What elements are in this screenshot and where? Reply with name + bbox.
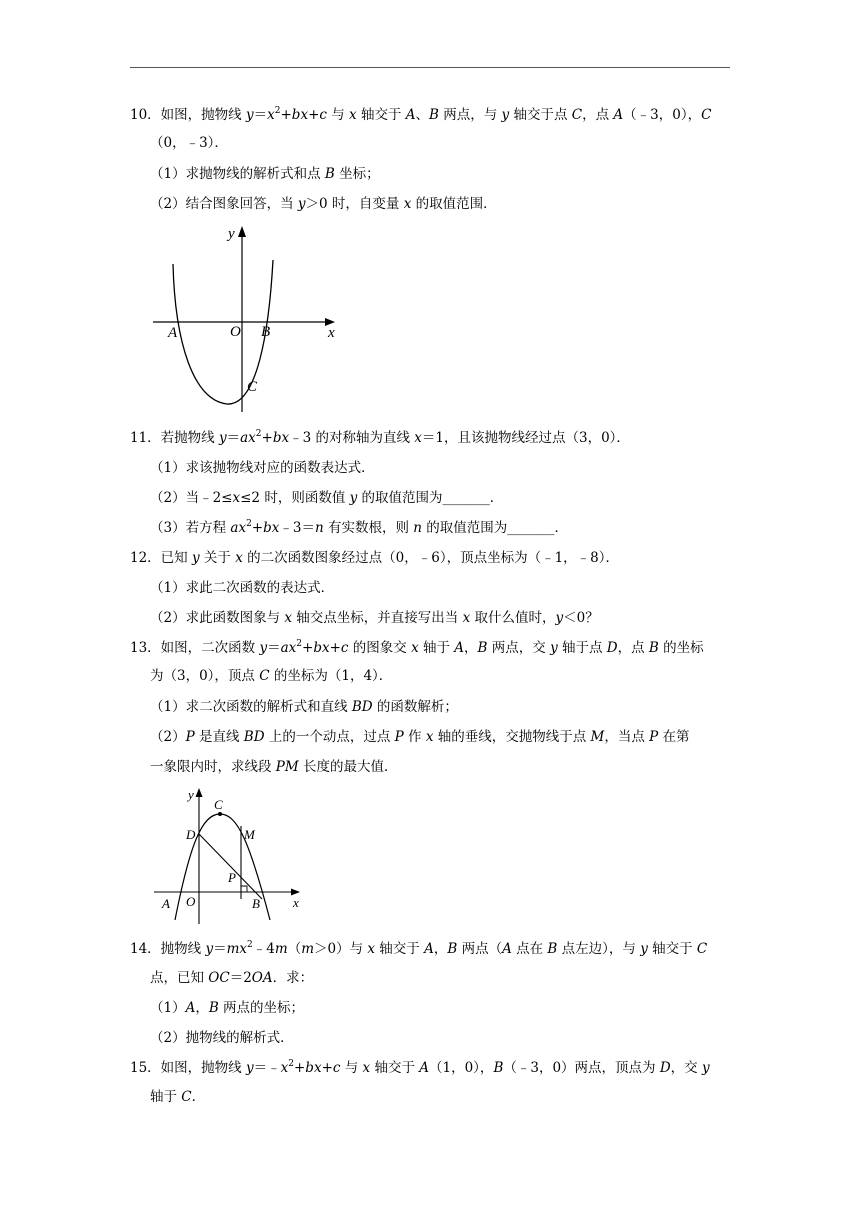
q10-part1: （1）求抛物线的解析式和点 B 坐标； — [150, 166, 380, 182]
point-p-label: P — [228, 870, 236, 885]
q10-parabola-figure — [145, 222, 345, 414]
header-rule — [130, 67, 730, 68]
q14-part2: （2）抛物线的解析式． — [150, 1030, 294, 1046]
q11-part1: （1）求该抛物线对应的函数表达式． — [150, 460, 375, 476]
q13-line1: 13．如图，二次函数 $y=ax^2+bx+c$ 的图象交 x 轴于 A，B 两点，交 y 轴于点 D，点 B 的坐标 — [130, 639, 704, 656]
point-c-label: C — [214, 797, 223, 812]
y-axis-label: y — [228, 226, 235, 242]
q13-part2-line1: （2）P 是直线 BD 上的一个动点，过点 P 作 x 轴的垂线，交抛物线于点 M，当点 P 在第 — [150, 729, 690, 745]
q13-part2-line2: 一象限内时，求线段 PM 长度的最大值． — [150, 759, 398, 775]
q13-line2: 为（3，0），顶点 C 的坐标为（1，4）． — [150, 668, 393, 684]
q11-part3: （3）若方程 $ax^2+bx﹣3=n$ 有实数根，则 n 的取值范围为_______． — [150, 519, 569, 536]
x-axis-label: x — [328, 325, 335, 341]
parabola-curve — [173, 260, 273, 404]
origin-label: O — [230, 324, 241, 340]
x-axis-label: x — [293, 895, 299, 910]
q14-line2: 点，已知 OC＝2OA．求： — [150, 970, 314, 986]
q11-part2: （2）当﹣2≤x≤2 时，则函数值 y 的取值范围为_______． — [150, 490, 504, 506]
point-a-label: A — [162, 896, 170, 911]
point-m-label: M — [244, 827, 255, 842]
line-bd — [199, 834, 262, 899]
q10-line2: （0，﹣3）． — [150, 135, 228, 151]
y-axis-label: y — [188, 787, 194, 802]
point-c-label: C — [247, 379, 258, 395]
q11-line1: 11．若抛物线 $y=ax^2+bx﹣3$ 的对称轴为直线 x＝1，且该抛物线经过点（3，0）． — [130, 429, 630, 446]
y-axis-arrow — [238, 226, 246, 237]
q13-parabola-figure — [150, 784, 310, 926]
point-b-label: B — [261, 324, 271, 340]
answer-blank[interactable]: _______ — [442, 490, 490, 506]
q15-line1: 15．如图，抛物线 $y=﹣x^2+bx+c$ 与 x 轴交于 A（1，0），B（﹣3，0）两点，顶点为 D，交 y — [130, 1059, 710, 1076]
origin-label: O — [186, 894, 196, 909]
y-axis-arrow — [196, 788, 203, 797]
right-angle-mark — [241, 886, 247, 892]
q12-part1: （1）求此二次函数的表达式． — [150, 580, 335, 596]
q12-line1: 12．已知 y 关于 x 的二次函数图象经过点（0，﹣6），顶点坐标为（﹣1，﹣8）． — [130, 550, 619, 566]
q14-line1: 14．抛物线 $y=mx^2﹣4m(m>0)$与 x 轴交于 A，B 两点（A 点在 B 点左边），与 y 轴交于 C — [130, 940, 708, 957]
vertex-point — [218, 812, 222, 816]
q13-part1: （1）求二次函数的解析式和直线 BD 的函数解析； — [150, 699, 458, 715]
q14-part1: （1）A，B 两点的坐标； — [150, 1000, 305, 1016]
point-b-label: B — [252, 896, 260, 911]
point-d-label: D — [186, 827, 196, 842]
answer-blank[interactable]: _______ — [507, 520, 555, 536]
q10-line1: 10．如图，抛物线 $y=x^2+bx+c$ 与 x 轴交于 A、B 两点，与 y 轴交于点 C，点 A（﹣3，0），C — [130, 106, 712, 123]
q10-part2: （2）结合图象回答，当 y＞0 时，自变量 x 的取值范围． — [150, 196, 497, 212]
q15-line2: 轴于 C． — [150, 1089, 206, 1105]
point-a-label: A — [168, 325, 178, 341]
q12-part2: （2）求此函数图象与 x 轴交点坐标，并直接写出当 x 取什么值时，y＜0？ — [150, 610, 599, 626]
